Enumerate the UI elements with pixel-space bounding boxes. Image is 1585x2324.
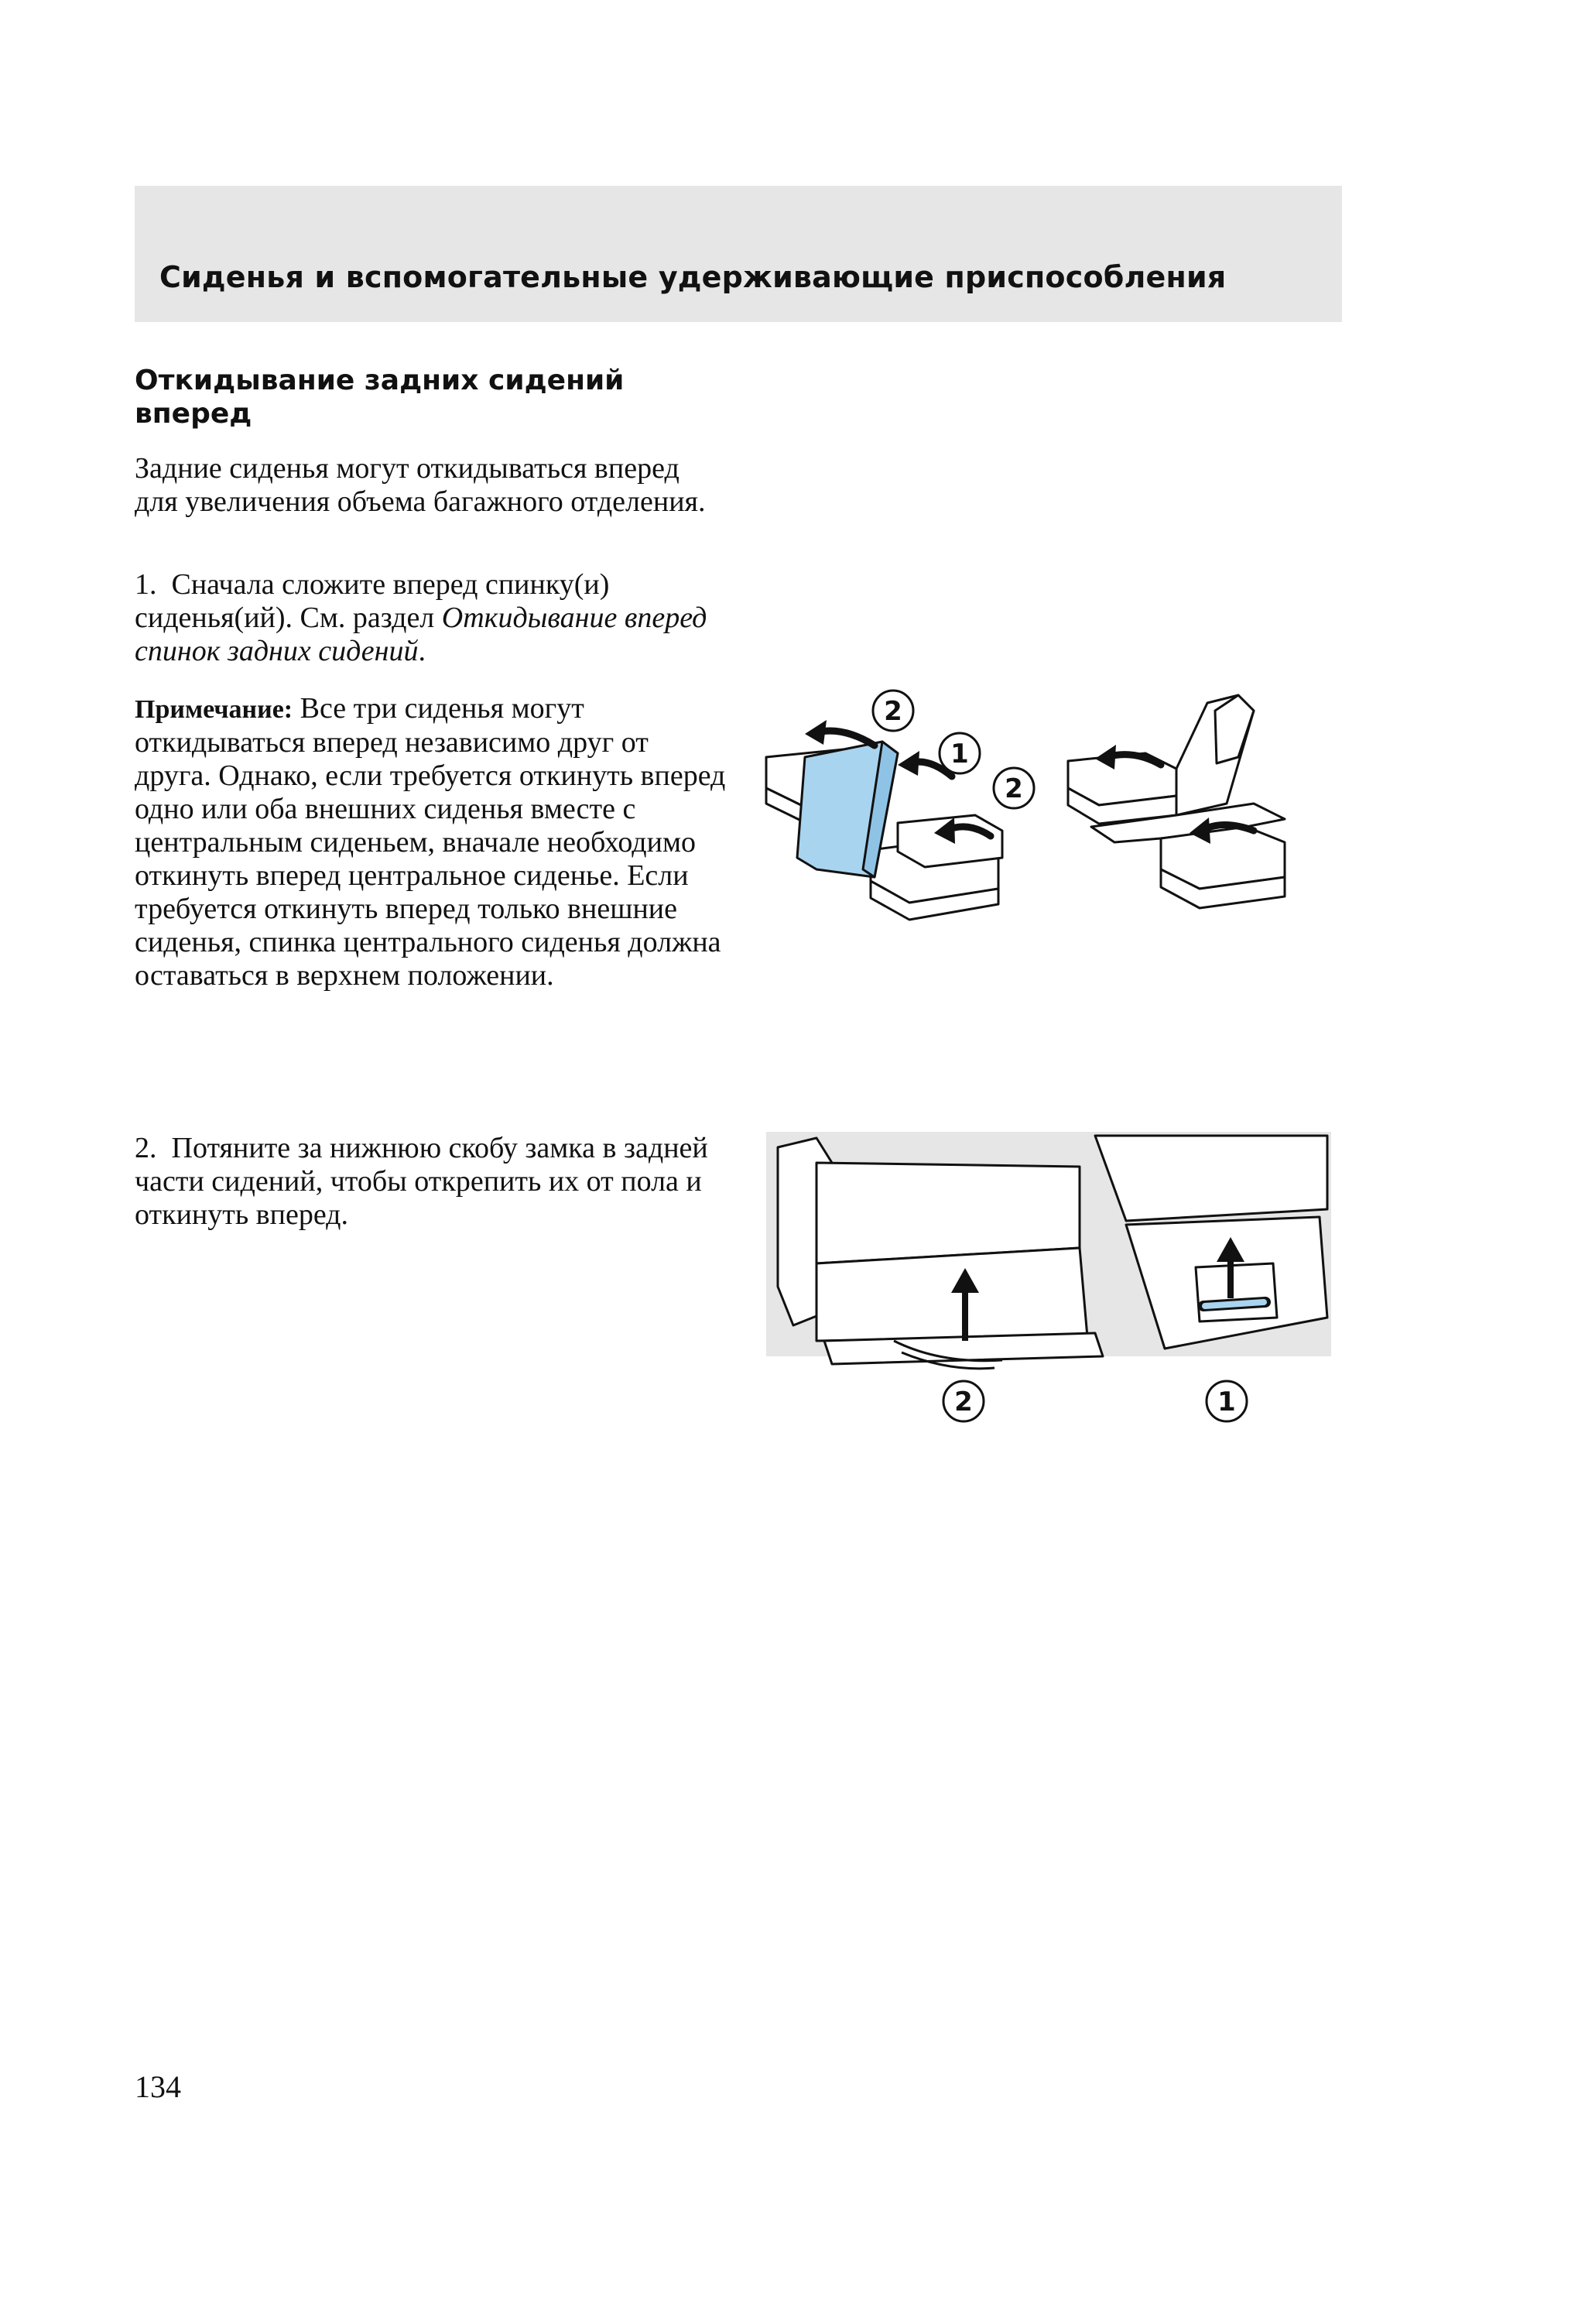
intro-paragraph: Задние сиденья могут откидываться вперед для увеличения объема багажного отделения. bbox=[135, 452, 706, 518]
subsection-heading: Откидывание задних сидений вперед bbox=[135, 365, 625, 430]
step-1-end: . bbox=[418, 635, 426, 667]
callout-label: 2 bbox=[884, 696, 902, 727]
step-1-paragraph bbox=[135, 568, 723, 668]
callout-label: 1 bbox=[950, 739, 969, 770]
callout-label: 1 bbox=[1217, 1387, 1236, 1417]
seat-latch-illustration bbox=[762, 1132, 1335, 1434]
step-1-number: 1. bbox=[135, 568, 157, 601]
note-label: Примечание: bbox=[135, 695, 293, 724]
callout-label: 2 bbox=[954, 1387, 973, 1417]
step-1-text: Сначала сложите вперед спинку(и) сиденья(ий). См. раздел bbox=[135, 568, 610, 634]
callout-label: 2 bbox=[1005, 773, 1023, 804]
step-2-text: Потяните за нижнюю скобу замка в задней части сидений, чтобы открепить их от пола и откинуть вперед. bbox=[135, 1132, 708, 1231]
page-number: 134 bbox=[135, 2069, 181, 2104]
note-paragraph bbox=[135, 692, 731, 992]
step-2-paragraph bbox=[135, 1132, 723, 1232]
section-header-title: Сиденья и вспомогательные удерживающие приспособления bbox=[159, 260, 1227, 294]
step-1-reference: Откидывание вперед спинок задних сидений bbox=[135, 602, 707, 667]
seat-fold-illustration bbox=[743, 672, 1347, 927]
note-text: Все три сиденья могут откидываться вперед независимо друг от друга. Однако, если требуется откинуть вперед одно или оба внешних сиденья вместе с центральным сиденьем, вначале необходимо откинуть вперед центральное сиденье. Если требуется откинуть вперед только внешние сиденья, спинка центрального сиденья должна оставаться в верхнем положении. bbox=[135, 692, 726, 992]
step-2-number: 2. bbox=[135, 1132, 157, 1164]
section-header-band bbox=[135, 186, 1342, 322]
